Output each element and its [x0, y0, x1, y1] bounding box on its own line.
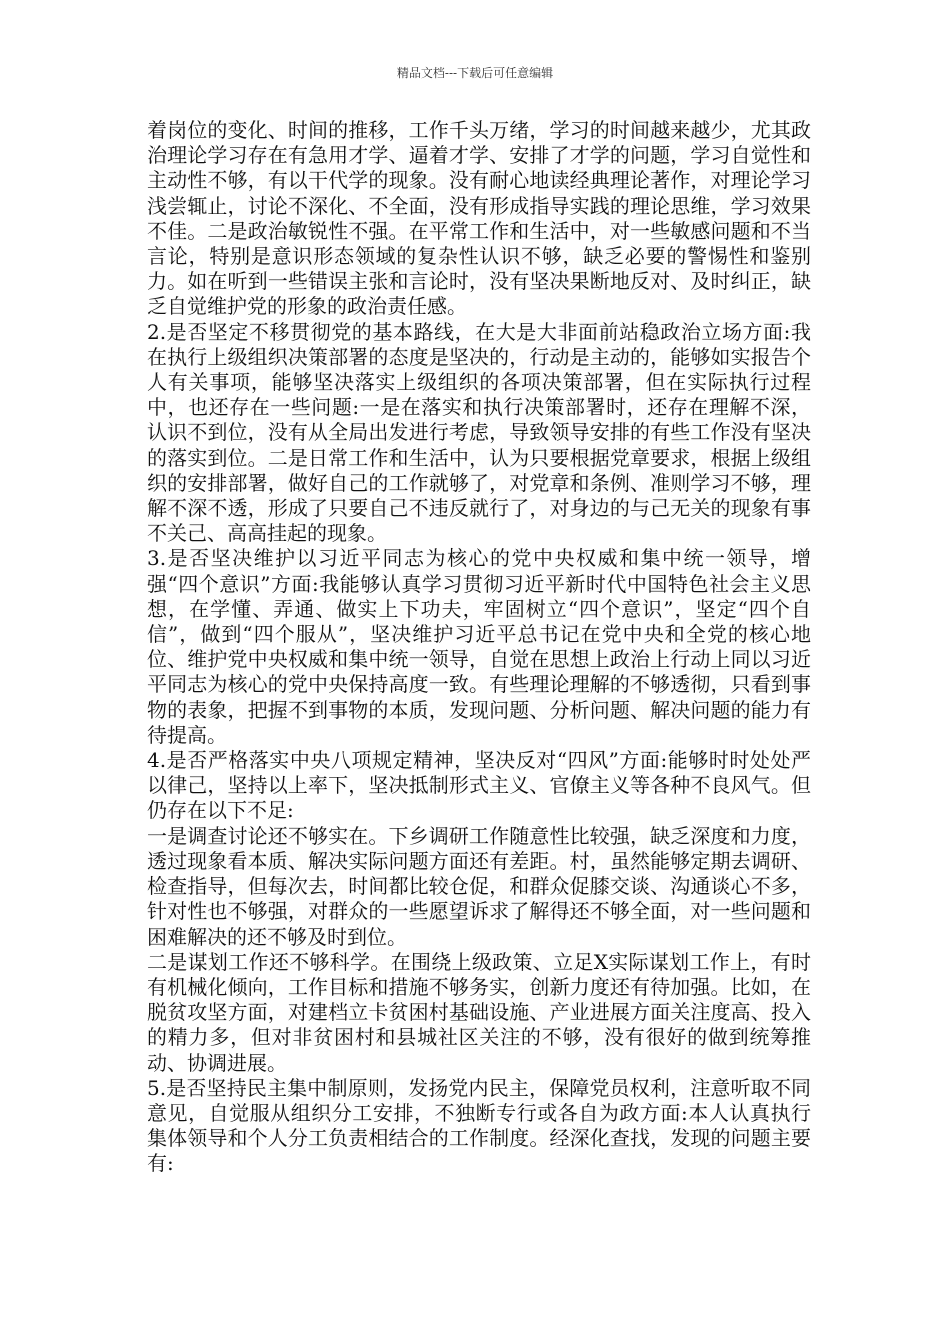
paragraph-7: 5.是否坚持民主集中制原则，发扬党内民主，保障党员权利，注意听取不同意见，自觉服从组织分工安排，不独断专行或各自为政方面:本人认真执行集体领导和个人分工负责相结合的工作制度。经深化查找，发现的问题主要有:	[147, 1075, 811, 1176]
paragraph-4: 4.是否严格落实中央八项规定精神，坚决反对“四风”方面:能够时时处处严以律己，坚持以上率下，坚决抵制形式主义、官僚主义等各种不良风气。但仍存在以下不足:	[147, 748, 811, 823]
page-header: 精品文档---下载后可任意编辑	[396, 66, 554, 80]
paragraph-6: 二是谋划工作还不够科学。在围绕上级政策、立足X实际谋划工作上，有时有机械化倾向，工作目标和措施不够务实，创新力度还有待加强。比如，在脱贫攻坚方面，对建档立卡贫困村基础设施、产业进展方面关注度高、投入的精力多，但对非贫困村和县城社区关注的不够，没有很好的做到统筹推动、协调进展。	[147, 949, 811, 1075]
paragraph-3: 3.是否坚决维护以习近平同志为核心的党中央权威和集中统一领导，增强“四个意识”方面:我能够认真学习贯彻习近平新时代中国特色社会主义思想，在学懂、弄通、做实上下功夫，牢固树立“四个意识”，坚定“四个自信”，做到“四个服从”，坚决维护习近平总书记在党中央和全党的核心地位、维护党中央权威和集中统一领导，自觉在思想上政治上行动上同以习近平同志为核心的党中央保持高度一致。有些理论理解的不够透彻，只看到事物的表象，把握不到事物的本质，发现问题、分析问题、解决问题的能力有待提高。	[147, 546, 811, 747]
document-body	[147, 118, 811, 1177]
paragraph-5: 一是调查讨论还不够实在。下乡调研工作随意性比较强，缺乏深度和力度，透过现象看本质、解决实际问题方面还有差距。村，虽然能够定期去调研、检查指导，但每次去，时间都比较仓促，和群众促膝交谈、沟通谈心不多，针对性也不够强，对群众的一些愿望诉求了解得还不够全面，对一些问题和困难解决的还不够及时到位。	[147, 823, 811, 949]
paragraph-1: 着岗位的变化、时间的推移，工作千头万绪，学习的时间越来越少，尤其政治理论学习存在有急用才学、逼着才学、安排了才学的问题，学习自觉性和主动性不够，有以干代学的现象。没有耐心地读经典理论著作，对理论学习浅尝辄止，讨论不深化、不全面，没有形成指导实践的理论思维，学习效果不佳。二是政治敏锐性不强。在平常工作和生活中，对一些敏感问题和不当言论，特别是意识形态领域的复杂性认识不够，缺乏必要的警惕性和鉴别力。如在听到一些错误主张和言论时，没有坚决果断地反对、及时纠正，缺乏自觉维护党的形象的政治责任感。	[147, 118, 811, 319]
paragraph-2: 2.是否坚定不移贯彻党的基本路线，在大是大非面前站稳政治立场方面:我在执行上级组织决策部署的态度是坚决的，行动是主动的，能够如实报告个人有关事项，能够坚决落实上级组织的各项决策部署，但在实际执行过程中，也还存在一些问题:一是在落实和执行决策部署时，还存在理解不深，认识不到位，没有从全局出发进行考虑，导致领导安排的有些工作没有坚决的落实到位。二是日常工作和生活中，认为只要根据党章要求，根据上级组织的安排部署，做好自己的工作就够了，对党章和条例、准则学习不够，理解不深不透，形成了只要自己不违反就行了，对身边的与己无关的现象有事不关己、高高挂起的现象。	[147, 319, 811, 546]
